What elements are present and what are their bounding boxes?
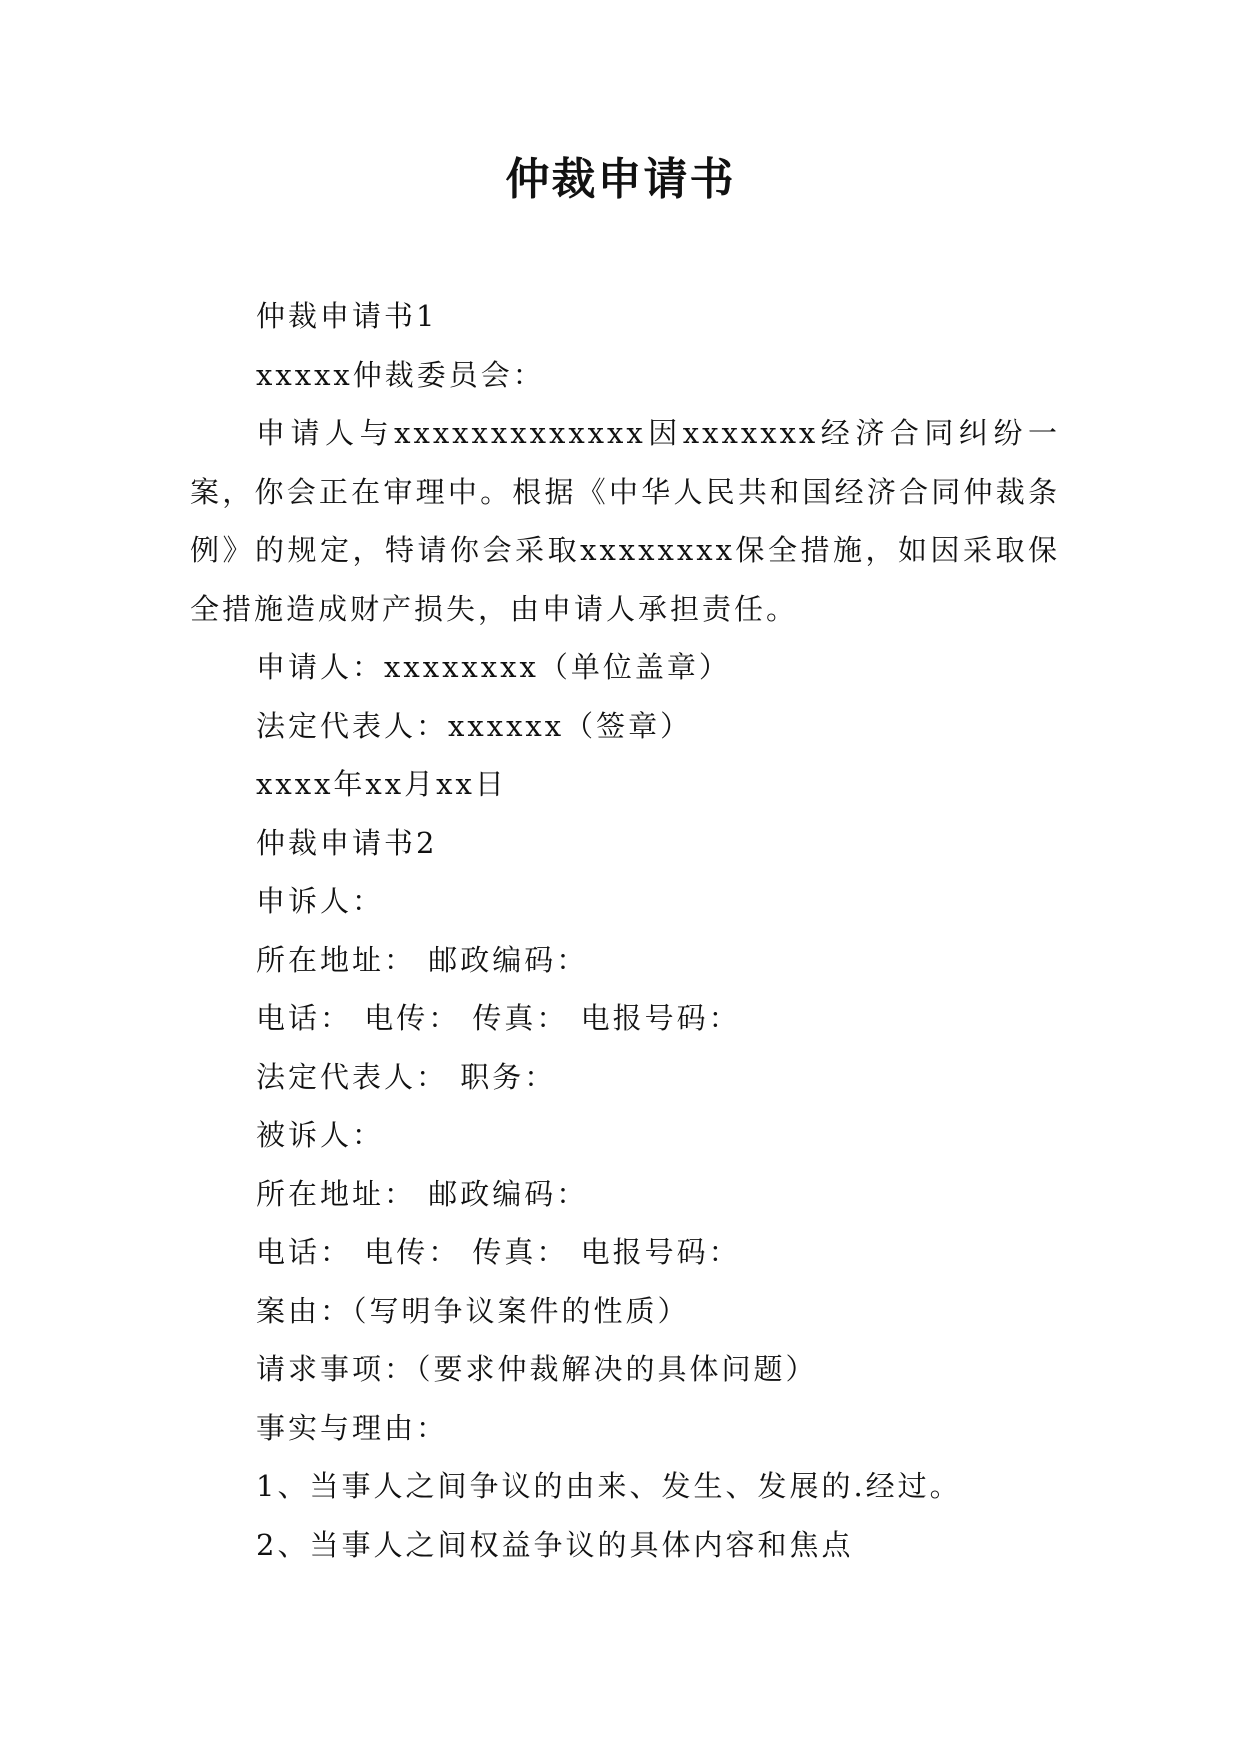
fact-item-1: 1、当事人之间争议的由来、发生、发展的.经过。: [256, 1469, 962, 1503]
claims-line: 请求事项：（要求仲裁解决的具体问题）: [256, 1352, 818, 1386]
respondent-address-line: 所在地址： 邮政编码：: [256, 1176, 589, 1211]
fact-item-2: 2、当事人之间权益争议的具体内容和焦点: [256, 1527, 854, 1562]
date-line: xxxx年xx月xx日: [256, 767, 507, 801]
facts-heading: 事实与理由：: [256, 1410, 449, 1445]
applicant-signature-line: 申请人：xxxxxxxx（单位盖章）: [256, 650, 731, 684]
appellant-line: 申诉人：: [256, 884, 385, 918]
section1-heading: 仲裁申请书1: [256, 299, 438, 333]
legal-rep-signature-line: 法定代表人：xxxxxx（签章）: [256, 708, 693, 743]
respondent-line: 被诉人：: [256, 1118, 385, 1152]
appellant-rep-line: 法定代表人： 职务：: [256, 1059, 557, 1094]
section2-heading: 仲裁申请书2: [256, 825, 438, 860]
respondent-contact-line: 电话： 电传： 传真： 电报号码：: [256, 1235, 741, 1269]
request-paragraph: 申请人与xxxxxxxxxxxxx因xxxxxxx经济合同纠纷一案，你会正在审理中。根据《中华人民共和国经济合同仲裁条例》的规定，特请你会采取xxxxxxxx保全措施，如因采取保全措施造成财产损失，由申请人承担责任。: [190, 416, 1060, 626]
addressee-line: xxxxx仲裁委员会：: [256, 357, 545, 392]
appellant-contact-line: 电话： 电传： 传真： 电报号码：: [256, 1001, 741, 1035]
appellant-address-line: 所在地址： 邮政编码：: [256, 942, 589, 977]
document-body: [190, 287, 1060, 1574]
document-title: 仲裁申请书: [505, 154, 736, 205]
cause-line: 案由：（写明争议案件的性质）: [256, 1293, 690, 1328]
